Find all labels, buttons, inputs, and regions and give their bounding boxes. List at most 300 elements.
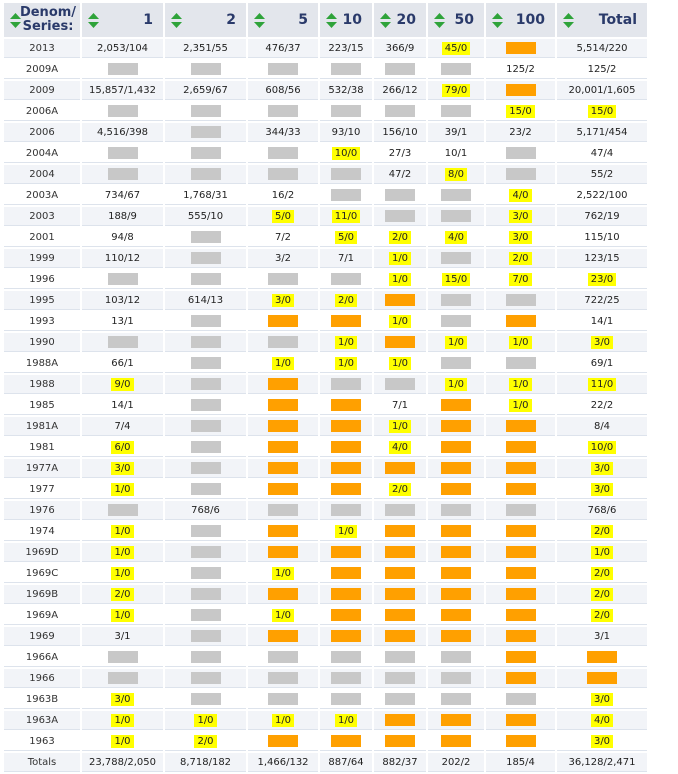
value-cell	[82, 417, 163, 436]
sort-arrows-icon[interactable]	[254, 13, 265, 28]
value-cell	[486, 81, 555, 100]
column-header-total[interactable]	[557, 3, 647, 37]
orange-block	[506, 588, 536, 600]
value-cell	[428, 669, 484, 688]
value-cell	[374, 312, 426, 331]
orange-block	[268, 378, 298, 390]
highlighted-value[interactable]: 1/0	[335, 336, 357, 349]
highlighted-value[interactable]: 3/0	[509, 231, 531, 244]
value-cell	[374, 543, 426, 562]
table-row	[4, 396, 647, 415]
table-row	[4, 270, 647, 289]
highlighted-value[interactable]: 1/0	[389, 315, 411, 328]
value-cell	[428, 543, 484, 562]
grey-block	[191, 651, 221, 663]
column-header-label: 1	[143, 12, 153, 28]
value-cell	[165, 333, 246, 352]
table-row	[4, 123, 647, 142]
highlighted-value[interactable]: 2/0	[591, 525, 613, 538]
grey-block	[191, 420, 221, 432]
highlighted-value[interactable]: 1/0	[389, 273, 411, 286]
value-cell	[486, 564, 555, 583]
series-cell: 1995	[4, 291, 80, 310]
value-cell	[248, 606, 318, 625]
highlighted-value[interactable]: 10/0	[332, 147, 360, 160]
value-cell	[165, 564, 246, 583]
highlighted-value[interactable]: 6/0	[111, 441, 133, 454]
value-cell	[248, 144, 318, 163]
value-cell	[428, 60, 484, 79]
value-cell	[165, 354, 246, 373]
series-cell: 1993	[4, 312, 80, 331]
value-cell	[165, 249, 246, 268]
sort-arrows-icon[interactable]	[10, 13, 21, 28]
value-cell	[248, 711, 318, 730]
orange-block	[441, 630, 471, 642]
highlighted-value[interactable]: 5/0	[335, 231, 357, 244]
orange-block	[268, 588, 298, 600]
table-row	[4, 438, 647, 457]
series-cell: 2004A	[4, 144, 80, 163]
value-cell	[248, 522, 318, 541]
highlighted-value[interactable]: 1/0	[445, 378, 467, 391]
grey-block	[385, 189, 415, 201]
cell-value: 47/4	[590, 147, 614, 159]
header-row	[4, 3, 647, 37]
value-cell	[320, 123, 372, 142]
orange-block	[441, 567, 471, 579]
value-cell	[82, 585, 163, 604]
orange-block	[385, 609, 415, 621]
cell-value: 20,001/1,605	[568, 84, 636, 96]
highlighted-value[interactable]: 1/0	[509, 378, 531, 391]
highlighted-value[interactable]: 2/0	[389, 231, 411, 244]
orange-block	[506, 651, 536, 663]
table-row	[4, 480, 647, 499]
cell-value: 722/25	[584, 294, 620, 306]
column-header-label: 50	[454, 12, 474, 28]
highlighted-value[interactable]: 3/0	[272, 294, 294, 307]
highlighted-value[interactable]: 3/0	[111, 693, 133, 706]
highlighted-value[interactable]: 3/0	[591, 483, 613, 496]
orange-block	[331, 630, 361, 642]
series-cell: 1981A	[4, 417, 80, 436]
column-header-10[interactable]	[320, 3, 372, 37]
highlighted-value[interactable]: 11/0	[588, 378, 616, 391]
value-cell	[82, 165, 163, 184]
value-cell	[320, 648, 372, 667]
value-cell	[82, 207, 163, 226]
value-cell	[82, 711, 163, 730]
value-cell	[248, 249, 318, 268]
value-cell	[82, 354, 163, 373]
orange-block	[268, 420, 298, 432]
highlighted-value[interactable]: 1/0	[509, 399, 531, 412]
value-cell	[428, 417, 484, 436]
value-cell	[320, 501, 372, 520]
highlighted-value[interactable]: 1/0	[335, 714, 357, 727]
grey-block	[268, 672, 298, 684]
value-cell	[248, 270, 318, 289]
table-row	[4, 459, 647, 478]
orange-block	[331, 399, 361, 411]
highlighted-value[interactable]: 9/0	[111, 378, 133, 391]
value-cell	[320, 459, 372, 478]
value-cell	[486, 354, 555, 373]
grey-block	[331, 63, 361, 75]
highlighted-value[interactable]: 8/0	[445, 168, 467, 181]
cell-value: 2,659/67	[183, 84, 228, 96]
value-cell	[557, 627, 647, 646]
grey-block	[268, 63, 298, 75]
value-cell	[248, 207, 318, 226]
cell-value: 39/1	[444, 126, 468, 138]
grey-block	[331, 168, 361, 180]
cell-value: 555/10	[187, 210, 224, 222]
highlighted-value[interactable]: 15/0	[588, 105, 616, 118]
value-cell	[320, 249, 372, 268]
value-cell	[374, 501, 426, 520]
highlighted-value[interactable]: 15/0	[442, 273, 470, 286]
highlighted-value[interactable]: 1/0	[335, 357, 357, 370]
grey-block	[441, 252, 471, 264]
value-cell	[428, 459, 484, 478]
highlighted-value[interactable]: 2/0	[111, 588, 133, 601]
orange-block	[331, 441, 361, 453]
highlighted-value[interactable]: 1/0	[111, 714, 133, 727]
grey-block	[441, 105, 471, 117]
grey-block	[191, 609, 221, 621]
value-cell	[486, 270, 555, 289]
value-cell	[557, 81, 647, 100]
highlighted-value[interactable]: 1/0	[272, 609, 294, 622]
value-cell	[374, 354, 426, 373]
highlighted-value[interactable]: 1/0	[194, 714, 216, 727]
orange-block	[506, 315, 536, 327]
highlighted-value[interactable]: 2/0	[591, 567, 613, 580]
series-cell: 1988	[4, 375, 80, 394]
value-cell	[320, 270, 372, 289]
highlighted-value[interactable]: 3/0	[111, 462, 133, 475]
highlighted-value[interactable]: 2/0	[591, 609, 613, 622]
highlighted-value[interactable]: 1/0	[111, 483, 133, 496]
sort-arrows-icon[interactable]	[434, 13, 445, 28]
value-cell	[374, 459, 426, 478]
orange-block	[331, 609, 361, 621]
cell-value: 608/56	[265, 84, 301, 96]
orange-block	[506, 567, 536, 579]
grey-block	[191, 273, 221, 285]
grey-block	[331, 378, 361, 390]
grey-block	[191, 105, 221, 117]
orange-block	[268, 735, 298, 747]
value-cell	[486, 249, 555, 268]
highlighted-value[interactable]: 1/0	[111, 609, 133, 622]
cell-value: 123/15	[584, 252, 620, 264]
value-cell	[557, 480, 647, 499]
value-cell	[374, 102, 426, 121]
highlighted-value[interactable]: 3/0	[591, 735, 613, 748]
orange-block	[385, 567, 415, 579]
grey-block	[385, 672, 415, 684]
sort-arrows-icon[interactable]	[171, 13, 182, 28]
column-header-series[interactable]	[4, 3, 80, 37]
value-cell	[248, 333, 318, 352]
value-cell	[486, 123, 555, 142]
value-cell	[374, 606, 426, 625]
value-cell	[428, 690, 484, 709]
orange-block	[441, 735, 471, 747]
series-cell: 2003	[4, 207, 80, 226]
table-row	[4, 585, 647, 604]
grey-block	[191, 231, 221, 243]
value-cell	[320, 60, 372, 79]
series-cell: 1981	[4, 438, 80, 457]
value-cell	[165, 396, 246, 415]
value-cell	[486, 480, 555, 499]
highlighted-value[interactable]: 23/0	[588, 273, 616, 286]
table-row	[4, 333, 647, 352]
column-header-50[interactable]	[428, 3, 484, 37]
column-header-1[interactable]	[82, 3, 163, 37]
sort-arrows-icon[interactable]	[380, 13, 391, 28]
value-cell	[557, 690, 647, 709]
orange-block	[441, 588, 471, 600]
cell-value: 125/2	[506, 63, 535, 75]
value-cell	[557, 165, 647, 184]
column-header-2[interactable]	[165, 3, 246, 37]
orange-block	[441, 399, 471, 411]
sort-arrows-icon[interactable]	[492, 13, 503, 28]
value-cell	[165, 291, 246, 310]
highlighted-value[interactable]: 1/0	[445, 336, 467, 349]
highlighted-value[interactable]: 1/0	[272, 714, 294, 727]
value-cell	[428, 753, 484, 772]
value-cell	[82, 522, 163, 541]
value-cell	[374, 39, 426, 58]
value-cell	[165, 207, 246, 226]
cell-value: 2,351/55	[183, 42, 228, 54]
highlighted-value[interactable]: 2/0	[389, 483, 411, 496]
cell-value: 3/1	[593, 630, 611, 642]
grey-block	[268, 651, 298, 663]
value-cell	[486, 501, 555, 520]
highlighted-value[interactable]: 11/0	[332, 210, 360, 223]
orange-block	[331, 462, 361, 474]
value-cell	[428, 711, 484, 730]
value-cell	[374, 81, 426, 100]
value-cell	[374, 480, 426, 499]
value-cell	[320, 417, 372, 436]
value-cell	[165, 501, 246, 520]
highlighted-value[interactable]: 2/0	[591, 588, 613, 601]
highlighted-value[interactable]: 4/0	[389, 441, 411, 454]
highlighted-value[interactable]: 3/0	[591, 336, 613, 349]
value-cell	[557, 375, 647, 394]
orange-block	[331, 546, 361, 558]
value-cell	[557, 102, 647, 121]
column-header-100[interactable]	[486, 3, 555, 37]
value-cell	[374, 333, 426, 352]
value-cell	[374, 228, 426, 247]
cell-value: 55/2	[590, 168, 614, 180]
value-cell	[320, 333, 372, 352]
highlighted-value[interactable]: 79/0	[442, 84, 470, 97]
orange-block	[268, 483, 298, 495]
cell-value: 14/1	[111, 399, 134, 411]
highlighted-value[interactable]: 2/0	[335, 294, 357, 307]
orange-block	[268, 441, 298, 453]
series-cell: 1969	[4, 627, 80, 646]
table-row	[4, 291, 647, 310]
table-row	[4, 81, 647, 100]
value-cell	[165, 627, 246, 646]
value-cell	[165, 228, 246, 247]
highlighted-value[interactable]: 1/0	[389, 420, 411, 433]
value-cell	[557, 438, 647, 457]
cell-value: 3/1	[114, 630, 131, 642]
highlighted-value[interactable]: 7/0	[509, 273, 531, 286]
value-cell	[320, 396, 372, 415]
value-cell	[248, 123, 318, 142]
value-cell	[374, 669, 426, 688]
highlighted-value[interactable]: 15/0	[506, 105, 534, 118]
value-cell	[320, 438, 372, 457]
highlighted-value[interactable]: 1/0	[111, 735, 133, 748]
highlighted-value[interactable]: 4/0	[591, 714, 613, 727]
value-cell	[374, 711, 426, 730]
orange-block	[441, 546, 471, 558]
highlighted-value[interactable]: 3/0	[509, 210, 531, 223]
value-cell	[165, 39, 246, 58]
value-cell	[557, 228, 647, 247]
highlighted-value[interactable]: 2/0	[194, 735, 216, 748]
value-cell	[320, 522, 372, 541]
value-cell	[486, 207, 555, 226]
value-cell	[248, 186, 318, 205]
highlighted-value[interactable]: 3/0	[591, 693, 613, 706]
value-cell	[486, 291, 555, 310]
grey-block	[191, 147, 221, 159]
highlighted-value[interactable]: 45/0	[442, 42, 470, 55]
value-cell	[486, 711, 555, 730]
highlighted-value[interactable]: 4/0	[509, 189, 531, 202]
cell-value: 47/2	[388, 168, 412, 180]
orange-block	[385, 336, 415, 348]
highlighted-value[interactable]: 1/0	[509, 336, 531, 349]
cell-value: 125/2	[587, 63, 617, 75]
value-cell	[374, 585, 426, 604]
orange-block	[331, 315, 361, 327]
value-cell	[320, 228, 372, 247]
column-header-20[interactable]	[374, 3, 426, 37]
value-cell	[165, 375, 246, 394]
highlighted-value[interactable]: 1/0	[591, 546, 613, 559]
value-cell	[374, 249, 426, 268]
sort-arrows-icon[interactable]	[326, 13, 337, 28]
grey-block	[385, 105, 415, 117]
grey-block	[191, 399, 221, 411]
value-cell	[374, 186, 426, 205]
sort-arrows-icon[interactable]	[563, 13, 574, 28]
highlighted-value[interactable]: 4/0	[445, 231, 467, 244]
value-cell	[320, 186, 372, 205]
highlighted-value[interactable]: 1/0	[111, 567, 133, 580]
value-cell	[486, 396, 555, 415]
highlighted-value[interactable]: 1/0	[389, 252, 411, 265]
value-cell	[428, 627, 484, 646]
highlighted-value[interactable]: 1/0	[111, 546, 133, 559]
highlighted-value[interactable]: 1/0	[272, 357, 294, 370]
value-cell	[320, 354, 372, 373]
value-cell	[557, 207, 647, 226]
value-cell	[374, 60, 426, 79]
orange-block	[506, 630, 536, 642]
value-cell	[248, 648, 318, 667]
column-header-label: 2	[226, 12, 236, 28]
highlighted-value[interactable]: 1/0	[111, 525, 133, 538]
value-cell	[248, 396, 318, 415]
value-cell	[428, 228, 484, 247]
value-cell	[374, 753, 426, 772]
grey-block	[191, 315, 221, 327]
highlighted-value[interactable]: 3/0	[591, 462, 613, 475]
value-cell	[557, 564, 647, 583]
cell-value: 16/2	[271, 189, 295, 201]
highlighted-value[interactable]: 10/0	[588, 441, 616, 454]
orange-block	[441, 441, 471, 453]
highlighted-value[interactable]: 5/0	[272, 210, 294, 223]
value-cell	[248, 564, 318, 583]
value-cell	[248, 228, 318, 247]
value-cell	[428, 312, 484, 331]
orange-block	[441, 420, 471, 432]
sort-arrows-icon[interactable]	[88, 13, 99, 28]
value-cell	[374, 123, 426, 142]
value-cell	[82, 501, 163, 520]
value-cell	[374, 396, 426, 415]
value-cell	[82, 39, 163, 58]
highlighted-value[interactable]: 2/0	[509, 252, 531, 265]
value-cell	[557, 354, 647, 373]
value-cell	[82, 228, 163, 247]
highlighted-value[interactable]: 1/0	[335, 525, 357, 538]
highlighted-value[interactable]: 1/0	[389, 357, 411, 370]
value-cell	[320, 375, 372, 394]
highlighted-value[interactable]: 1/0	[272, 567, 294, 580]
value-cell	[82, 648, 163, 667]
value-cell	[428, 522, 484, 541]
value-cell	[82, 186, 163, 205]
value-cell	[165, 669, 246, 688]
value-cell	[320, 627, 372, 646]
grey-block	[191, 252, 221, 264]
column-header-5[interactable]	[248, 3, 318, 37]
value-cell	[486, 39, 555, 58]
grey-block	[108, 336, 138, 348]
series-cell: 2006	[4, 123, 80, 142]
grey-block	[191, 462, 221, 474]
grey-block	[506, 147, 536, 159]
cell-value: 476/37	[265, 42, 301, 54]
series-cell: 2009	[4, 81, 80, 100]
orange-block	[385, 294, 415, 306]
cell-value: 2,522/100	[576, 189, 628, 201]
table-body	[4, 39, 647, 772]
value-cell	[428, 396, 484, 415]
orange-block	[268, 630, 298, 642]
grey-block	[108, 273, 138, 285]
